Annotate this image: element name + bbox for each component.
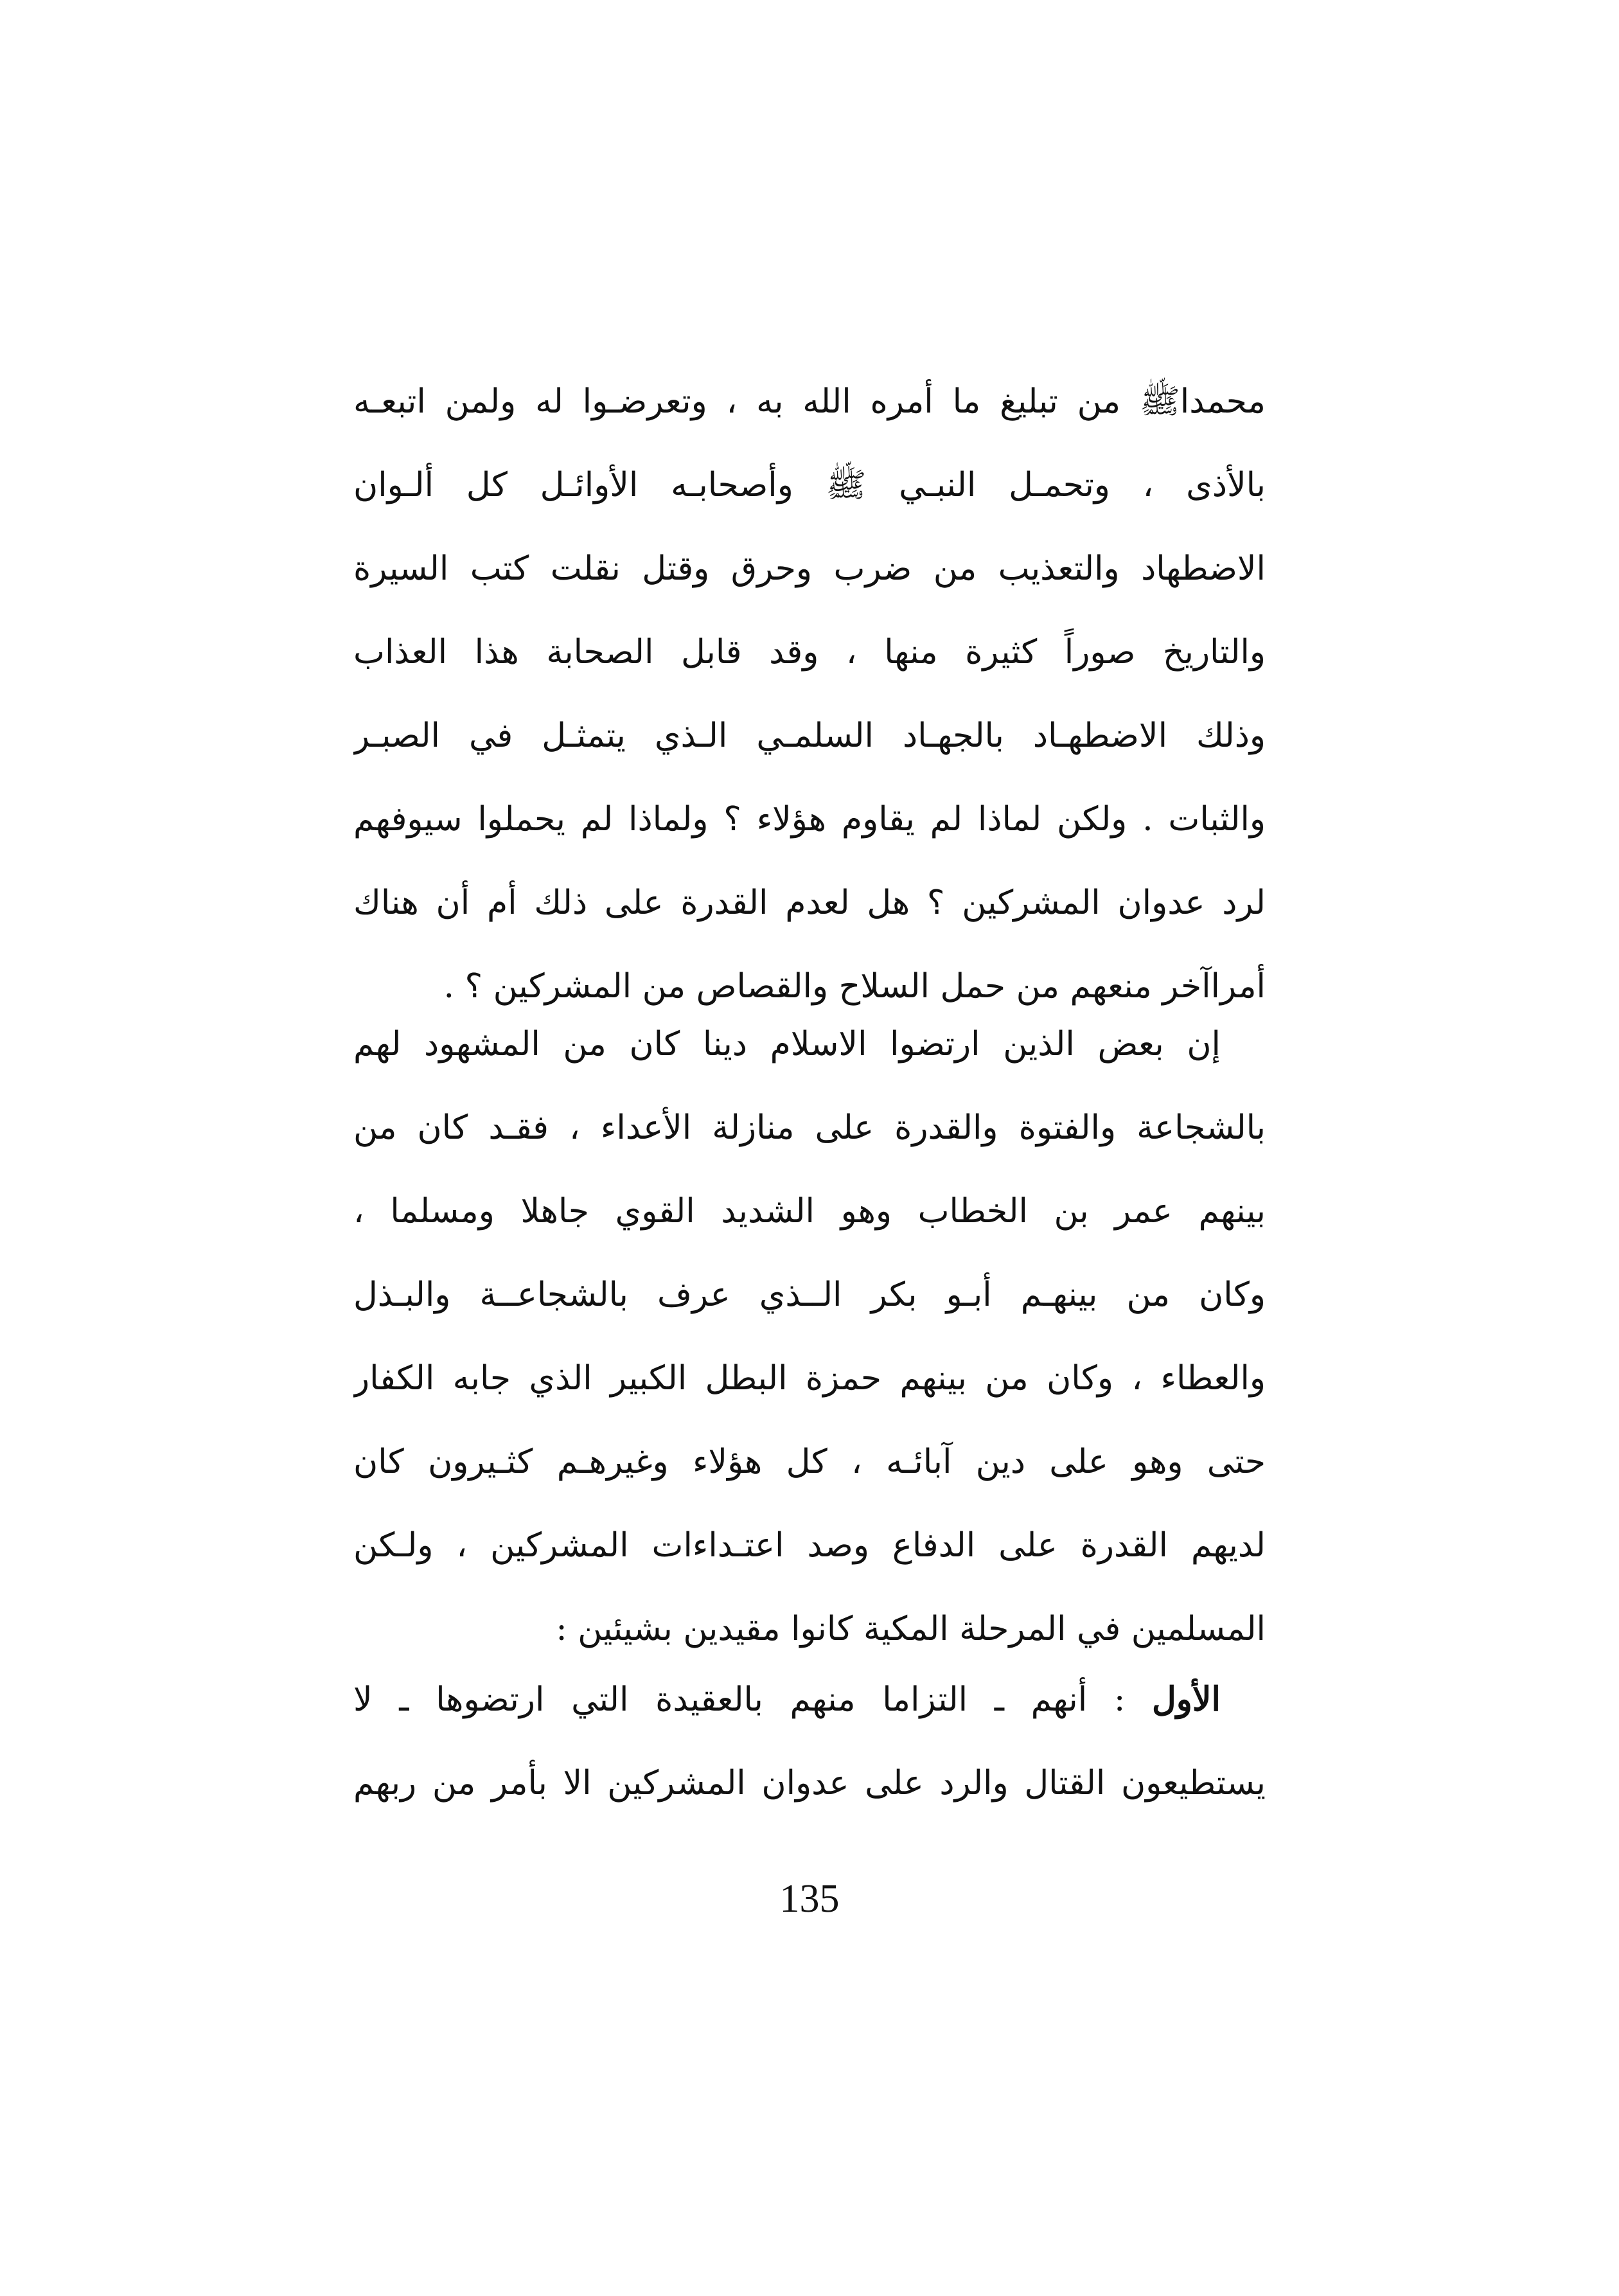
text-line: لديهم القدرة على الدفاع وصد اعتـداءات المشركين ، ولـكن [353,1526,1266,1565]
text-line: إن بعض الذين ارتضوا الاسلام دينا كان من المشهود لهم [353,1025,1221,1063]
text-line: لرد عدوان المشركين ؟ هل لعدم القدرة على ذلك أم أن هناك [353,884,1266,922]
text-line: حتى وهو على دين آبائـه ، كل هؤلاء وغيرهـم كثـيرون كان [353,1443,1266,1481]
text-line: وكان من بينهـم أبـو بكر الــذي عرف بالشجاعــة والبـذل [353,1276,1266,1314]
text-line: والثبات . ولكن لماذا لم يقاوم هؤلاء ؟ ولماذا لم يحملوا سيوفهم [353,800,1266,839]
text-line [353,1658,1266,1741]
first-point-label: الأول [1152,1680,1221,1719]
text-run: : أنهم ـ التزاما منهم بالعقيدة التي ارتضوها ـ لا [353,1680,1152,1719]
text-line: والعطاء ، وكان من بينهم حمزة البطل الكبير الذي جابه الكفار [353,1359,1266,1398]
paragraph-1 [353,360,1266,1028]
text-line: محمداﷺ من تبليغ ما أمره الله به ، وتعرضـوا له ولمن اتبعـه [353,382,1266,421]
text-line: أمراآخر منعهم من حمل السلاح والقصاص من المشركين ؟ . [443,967,1266,1006]
text-line: يستطيعون القتال والرد على عدوان المشركين الا بأمر من ربهم [353,1764,1266,1802]
text-line: والتاريخ صوراً كثيرة منها ، وقد قابل الصحابة هذا العذاب [353,633,1266,672]
text-line: وذلك الاضطهـاد بالجهـاد السلمـي الـذي يتمثـل في الصبـر [353,716,1266,755]
text-line: المسلمين في المرحلة المكية كانوا مقيدين بشيئين : [556,1610,1266,1648]
paragraph-3 [353,1658,1266,1825]
text-line: بينهم عمر بن الخطاب وهو الشديد القوي جاهلا ومسلما ، [353,1192,1266,1231]
paragraph-2 [353,1002,1266,1671]
page-number: 135 [779,1877,840,1921]
text-line: بالشجاعة والفتوة والقدرة على منازلة الأعداء ، فقـد كان من [353,1108,1266,1147]
text-line: الاضطهاد والتعذيب من ضرب وحرق وقتل نقلت كتب السيرة [353,549,1266,588]
text-line: بالأذى ، وتحمـل النبـي ﷺ وأصحابـه الأوائـل كل ألـوان [353,466,1266,504]
